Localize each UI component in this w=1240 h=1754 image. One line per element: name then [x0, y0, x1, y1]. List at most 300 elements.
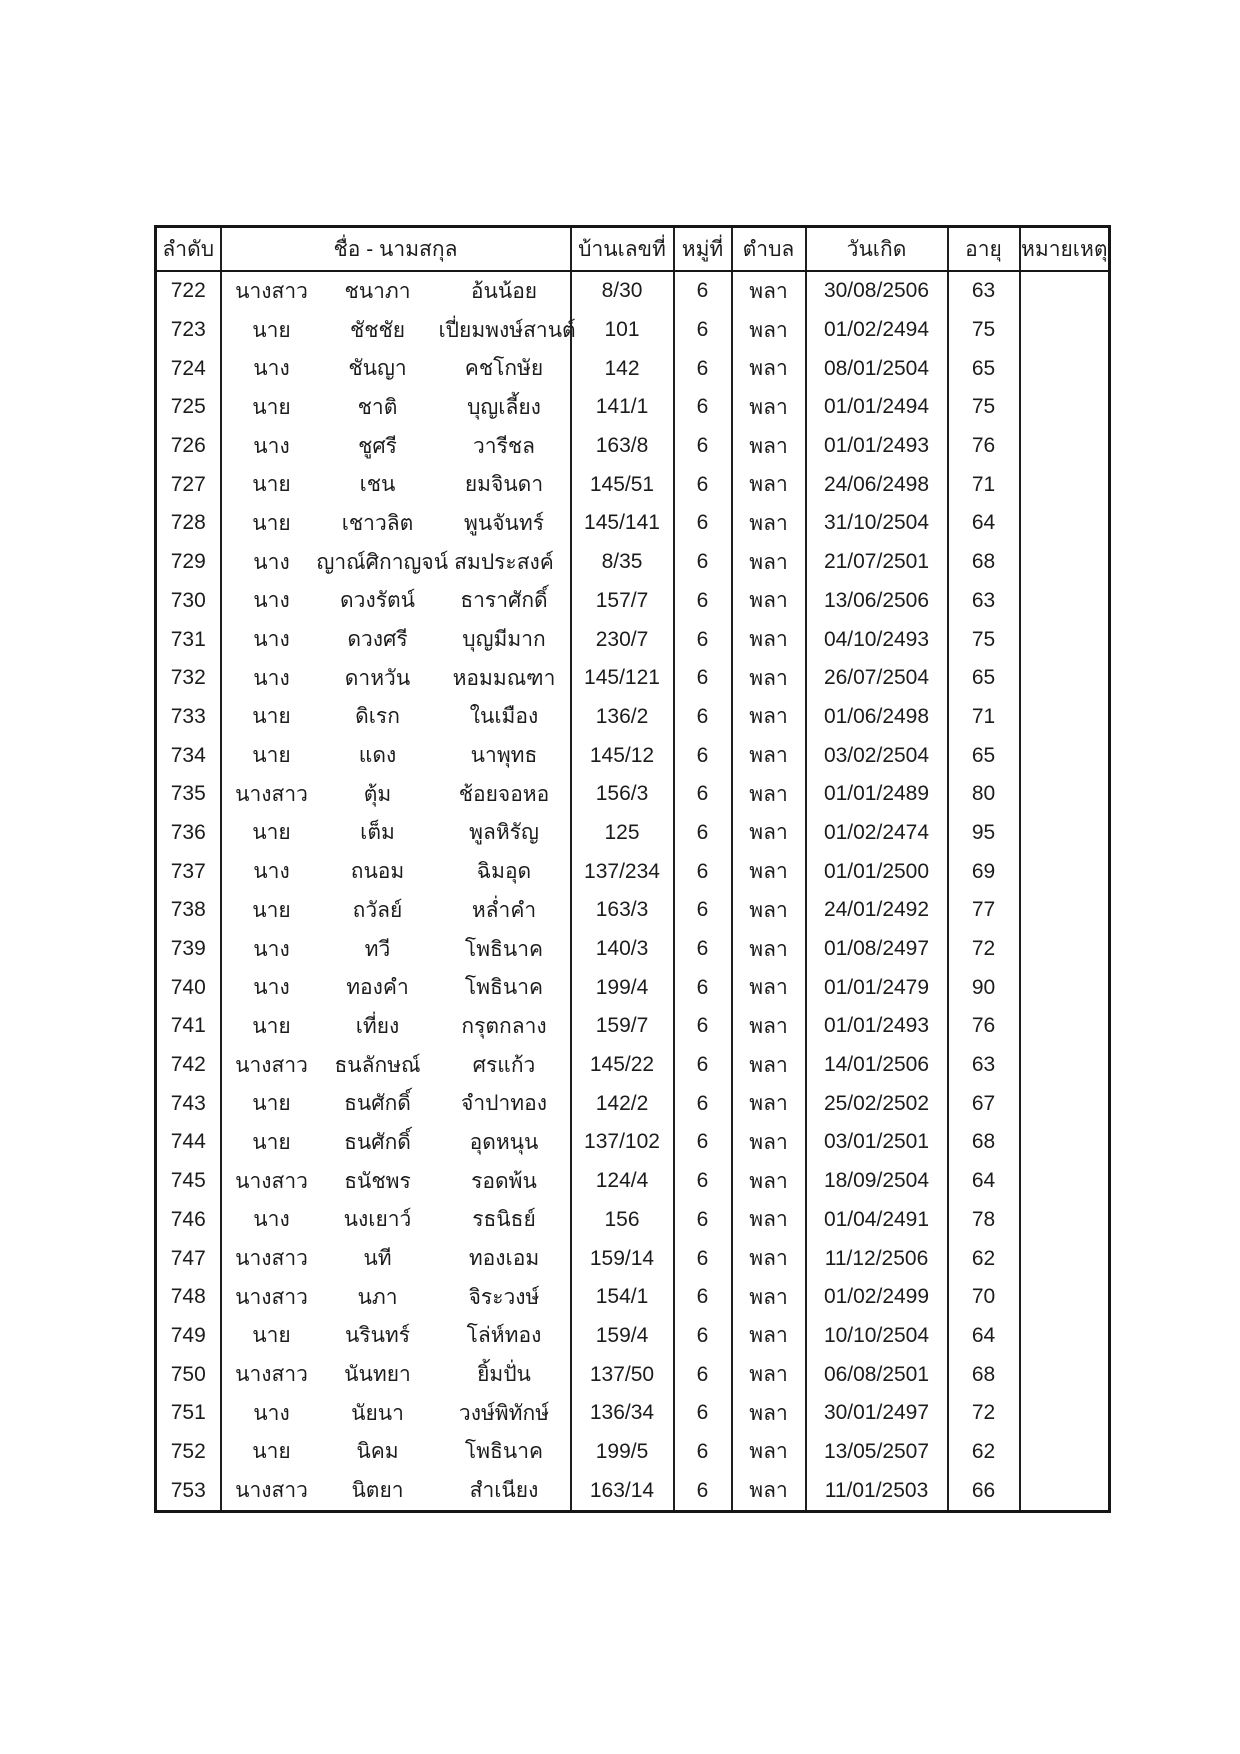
birthdate-cell: 03/02/2504	[806, 736, 948, 775]
name-cell	[221, 852, 571, 891]
moo-cell: 6	[674, 1394, 732, 1433]
table-row	[156, 1317, 1110, 1356]
moo-cell: 6	[674, 427, 732, 466]
note-cell	[1020, 968, 1110, 1007]
person-title: นาง	[253, 976, 290, 1000]
person-last-name: กรุตกลาง	[461, 1014, 547, 1038]
birthdate-cell: 01/01/2489	[806, 775, 948, 814]
person-first-name: นงเยาว์	[343, 1208, 412, 1232]
age-cell: 68	[948, 1355, 1020, 1394]
name-cell	[221, 1201, 571, 1240]
person-title: นางสาว	[235, 1247, 308, 1271]
tambon-cell: พลา	[732, 1394, 806, 1433]
name-cell	[221, 814, 571, 853]
name-cell	[221, 504, 571, 543]
person-last-name: ฉิมอุด	[476, 860, 532, 884]
age-cell: 72	[948, 1394, 1020, 1433]
table-row	[156, 1433, 1110, 1472]
moo-cell: 6	[674, 1007, 732, 1046]
house-number-cell: 199/5	[571, 1433, 674, 1472]
tambon-cell: พลา	[732, 582, 806, 621]
tambon-cell: พลา	[732, 1471, 806, 1511]
house-number-cell: 159/14	[571, 1239, 674, 1278]
person-title: นางสาว	[235, 782, 308, 806]
birthdate-cell: 01/01/2494	[806, 388, 948, 427]
moo-cell: 6	[674, 1162, 732, 1201]
person-title: นางสาว	[235, 1053, 308, 1077]
house-number-cell: 156	[571, 1201, 674, 1240]
note-cell	[1020, 891, 1110, 930]
age-cell: 90	[948, 968, 1020, 1007]
birthdate-cell: 24/01/2492	[806, 891, 948, 930]
tambon-cell: พลา	[732, 736, 806, 775]
row-number-cell: 743	[156, 1084, 221, 1123]
age-cell: 63	[948, 271, 1020, 311]
row-number-cell: 734	[156, 736, 221, 775]
row-number-cell: 749	[156, 1317, 221, 1356]
name-cell	[221, 1123, 571, 1162]
person-first-name: ธนศักดิ์	[344, 1092, 411, 1116]
person-last-name: จำปาทอง	[461, 1092, 547, 1116]
table-row	[156, 698, 1110, 737]
person-title: นาง	[253, 589, 290, 613]
person-last-name: พูนจันทร์	[464, 511, 544, 535]
note-cell	[1020, 775, 1110, 814]
person-first-name: ทองคำ	[346, 976, 409, 1000]
row-number-cell: 731	[156, 620, 221, 659]
person-first-name: เชน	[359, 473, 396, 497]
age-cell: 78	[948, 1201, 1020, 1240]
tambon-cell: พลา	[732, 1084, 806, 1123]
note-cell	[1020, 465, 1110, 504]
name-cell	[221, 930, 571, 969]
house-number-cell: 159/4	[571, 1317, 674, 1356]
row-number-cell: 727	[156, 465, 221, 504]
person-title: นาย	[252, 1130, 291, 1154]
note-cell	[1020, 427, 1110, 466]
note-cell	[1020, 504, 1110, 543]
row-number-cell: 744	[156, 1123, 221, 1162]
person-last-name: พูลหิรัญ	[469, 821, 539, 845]
tambon-cell: พลา	[732, 1007, 806, 1046]
person-title: นาย	[252, 744, 291, 768]
table-row	[156, 968, 1110, 1007]
house-number-cell: 145/22	[571, 1046, 674, 1085]
note-cell	[1020, 736, 1110, 775]
row-number-cell: 747	[156, 1239, 221, 1278]
name-cell	[221, 891, 571, 930]
person-first-name: ญาณ์ศิกาญจน์	[316, 550, 449, 574]
note-cell	[1020, 311, 1110, 350]
person-last-name: อุดหนุน	[469, 1130, 539, 1154]
name-cell	[221, 582, 571, 621]
person-first-name: แดง	[358, 744, 397, 768]
person-last-name: คชโกษัย	[464, 357, 544, 381]
person-title: นาย	[252, 898, 291, 922]
birthdate-cell: 01/02/2474	[806, 814, 948, 853]
age-cell: 63	[948, 1046, 1020, 1085]
tambon-cell: พลา	[732, 1046, 806, 1085]
tambon-cell: พลา	[732, 1317, 806, 1356]
person-title: นาย	[252, 318, 291, 342]
name-cell	[221, 1394, 571, 1433]
table-row	[156, 1201, 1110, 1240]
tambon-cell: พลา	[732, 1433, 806, 1472]
tambon-cell: พลา	[732, 465, 806, 504]
birthdate-cell: 25/02/2502	[806, 1084, 948, 1123]
person-title: นาง	[253, 1401, 290, 1425]
age-cell: 65	[948, 349, 1020, 388]
person-last-name: รธนิธย์	[472, 1208, 536, 1232]
person-first-name: ถนอม	[350, 860, 405, 884]
tambon-cell: พลา	[732, 1201, 806, 1240]
house-number-cell: 163/14	[571, 1471, 674, 1511]
birthdate-cell: 14/01/2506	[806, 1046, 948, 1085]
house-number-cell: 136/2	[571, 698, 674, 737]
tambon-cell: พลา	[732, 852, 806, 891]
birthdate-cell: 08/01/2504	[806, 349, 948, 388]
tambon-cell: พลา	[732, 1278, 806, 1317]
person-first-name: ดาหวัน	[344, 666, 411, 690]
moo-cell: 6	[674, 1046, 732, 1085]
note-cell	[1020, 349, 1110, 388]
tambon-cell: พลา	[732, 311, 806, 350]
house-number-cell: 140/3	[571, 930, 674, 969]
header-moo: หมู่ที่	[674, 227, 732, 272]
table-row	[156, 465, 1110, 504]
tambon-cell: พลา	[732, 388, 806, 427]
age-cell: 71	[948, 465, 1020, 504]
person-title: นาย	[252, 1014, 291, 1038]
table-row	[156, 1394, 1110, 1433]
table-row	[156, 504, 1110, 543]
row-number-cell: 751	[156, 1394, 221, 1433]
note-cell	[1020, 1433, 1110, 1472]
age-cell: 64	[948, 1317, 1020, 1356]
table-body	[156, 271, 1110, 1512]
person-first-name: นภา	[357, 1285, 398, 1309]
tambon-cell: พลา	[732, 349, 806, 388]
birthdate-cell: 01/01/2493	[806, 427, 948, 466]
tambon-cell: พลา	[732, 271, 806, 311]
note-cell	[1020, 1355, 1110, 1394]
name-cell	[221, 1239, 571, 1278]
person-last-name: นาพุทธ	[470, 744, 538, 768]
note-cell	[1020, 1239, 1110, 1278]
person-first-name: ถวัลย์	[352, 898, 403, 922]
tambon-cell: พลา	[732, 620, 806, 659]
age-cell: 76	[948, 427, 1020, 466]
person-title: นางสาว	[235, 1363, 308, 1387]
house-number-cell: 199/4	[571, 968, 674, 1007]
house-number-cell: 163/3	[571, 891, 674, 930]
person-first-name: ชาติ	[357, 395, 398, 419]
house-number-cell: 145/121	[571, 659, 674, 698]
person-title: นาง	[253, 628, 290, 652]
age-cell: 71	[948, 698, 1020, 737]
person-last-name: โล่ห์ทอง	[466, 1324, 542, 1348]
person-last-name: หล่ำคำ	[471, 898, 537, 922]
birthdate-cell: 01/08/2497	[806, 930, 948, 969]
note-cell	[1020, 1201, 1110, 1240]
name-cell	[221, 1046, 571, 1085]
age-cell: 63	[948, 582, 1020, 621]
house-number-cell: 163/8	[571, 427, 674, 466]
table-row	[156, 775, 1110, 814]
row-number-cell: 746	[156, 1201, 221, 1240]
person-first-name: เที่ยง	[355, 1014, 400, 1038]
name-cell	[221, 659, 571, 698]
note-cell	[1020, 1084, 1110, 1123]
age-cell: 65	[948, 736, 1020, 775]
person-title: นาย	[252, 1440, 291, 1464]
person-last-name: โพธินาค	[464, 976, 544, 1000]
tambon-cell: พลา	[732, 427, 806, 466]
tambon-cell: พลา	[732, 698, 806, 737]
name-cell	[221, 698, 571, 737]
age-cell: 69	[948, 852, 1020, 891]
age-cell: 64	[948, 504, 1020, 543]
moo-cell: 6	[674, 620, 732, 659]
person-last-name: ยมจินดา	[464, 473, 544, 497]
person-last-name: รอดพ้น	[471, 1169, 537, 1193]
birthdate-cell: 01/01/2500	[806, 852, 948, 891]
person-first-name: ธนัชพร	[344, 1169, 411, 1193]
table-row	[156, 271, 1110, 311]
name-cell	[221, 388, 571, 427]
row-number-cell: 733	[156, 698, 221, 737]
age-cell: 62	[948, 1433, 1020, 1472]
person-title: นางสาว	[235, 279, 308, 303]
header-house-no: บ้านเลขที่	[571, 227, 674, 272]
person-first-name: ทวี	[364, 937, 391, 961]
house-number-cell: 8/35	[571, 543, 674, 582]
person-last-name: โพธินาค	[464, 937, 544, 961]
person-title: นาย	[252, 473, 291, 497]
name-cell	[221, 1471, 571, 1511]
moo-cell: 6	[674, 698, 732, 737]
birthdate-cell: 30/01/2497	[806, 1394, 948, 1433]
table-row	[156, 349, 1110, 388]
row-number-cell: 753	[156, 1471, 221, 1511]
row-number-cell: 726	[156, 427, 221, 466]
person-first-name: นิคม	[356, 1440, 399, 1464]
note-cell	[1020, 814, 1110, 853]
person-last-name: เปี่ยมพงษ์สานต์	[438, 318, 576, 342]
table-row	[156, 1471, 1110, 1511]
table-row	[156, 736, 1110, 775]
name-cell	[221, 465, 571, 504]
name-cell	[221, 1084, 571, 1123]
moo-cell: 6	[674, 736, 732, 775]
moo-cell: 6	[674, 1355, 732, 1394]
table-row	[156, 1278, 1110, 1317]
header-tambon: ตำบล	[732, 227, 806, 272]
moo-cell: 6	[674, 388, 732, 427]
moo-cell: 6	[674, 1317, 732, 1356]
row-number-cell: 740	[156, 968, 221, 1007]
person-last-name: สำเนียง	[469, 1479, 539, 1503]
person-title: นาย	[252, 821, 291, 845]
moo-cell: 6	[674, 775, 732, 814]
moo-cell: 6	[674, 271, 732, 311]
person-title: นาง	[253, 860, 290, 884]
table-row	[156, 620, 1110, 659]
birthdate-cell: 21/07/2501	[806, 543, 948, 582]
row-number-cell: 728	[156, 504, 221, 543]
row-number-cell: 738	[156, 891, 221, 930]
moo-cell: 6	[674, 465, 732, 504]
name-cell	[221, 620, 571, 659]
table-row	[156, 891, 1110, 930]
birthdate-cell: 01/02/2499	[806, 1278, 948, 1317]
person-title: นาย	[252, 511, 291, 535]
person-first-name: ชนาภา	[344, 279, 411, 303]
person-first-name: ดวงศรี	[347, 628, 408, 652]
house-number-cell: 156/3	[571, 775, 674, 814]
house-number-cell: 136/34	[571, 1394, 674, 1433]
person-first-name: ธนลักษณ์	[334, 1053, 421, 1077]
person-first-name: ชูศรี	[358, 434, 397, 458]
tambon-cell: พลา	[732, 1162, 806, 1201]
note-cell	[1020, 620, 1110, 659]
birthdate-cell: 01/01/2493	[806, 1007, 948, 1046]
house-number-cell: 154/1	[571, 1278, 674, 1317]
table-row	[156, 1084, 1110, 1123]
moo-cell: 6	[674, 1471, 732, 1511]
person-first-name: เต็ม	[360, 821, 395, 845]
person-last-name: โพธินาค	[464, 1440, 544, 1464]
person-first-name: ธนศักดิ์	[344, 1130, 411, 1154]
moo-cell: 6	[674, 311, 732, 350]
header-note: หมายเหตุ	[1020, 227, 1110, 272]
header-name: ชื่อ - นามสกุล	[221, 227, 571, 272]
note-cell	[1020, 271, 1110, 311]
table-row	[156, 1123, 1110, 1162]
moo-cell: 6	[674, 891, 732, 930]
moo-cell: 6	[674, 659, 732, 698]
table-row	[156, 852, 1110, 891]
row-number-cell: 732	[156, 659, 221, 698]
row-number-cell: 724	[156, 349, 221, 388]
person-last-name: วงษ์พิทักษ์	[458, 1401, 550, 1425]
name-cell	[221, 736, 571, 775]
house-number-cell: 137/50	[571, 1355, 674, 1394]
person-title: นาง	[253, 1208, 290, 1232]
person-title: นางสาว	[235, 1169, 308, 1193]
row-number-cell: 735	[156, 775, 221, 814]
birthdate-cell: 06/08/2501	[806, 1355, 948, 1394]
tambon-cell: พลา	[732, 891, 806, 930]
table-row	[156, 1355, 1110, 1394]
note-cell	[1020, 852, 1110, 891]
note-cell	[1020, 1007, 1110, 1046]
house-number-cell: 145/141	[571, 504, 674, 543]
note-cell	[1020, 1317, 1110, 1356]
header-no: ลำดับ	[156, 227, 221, 272]
age-cell: 68	[948, 1123, 1020, 1162]
name-cell	[221, 543, 571, 582]
table-row	[156, 1162, 1110, 1201]
house-number-cell: 145/51	[571, 465, 674, 504]
row-number-cell: 741	[156, 1007, 221, 1046]
house-number-cell: 137/234	[571, 852, 674, 891]
birthdate-cell: 01/01/2479	[806, 968, 948, 1007]
age-cell: 62	[948, 1239, 1020, 1278]
row-number-cell: 739	[156, 930, 221, 969]
table-row	[156, 427, 1110, 466]
person-title: นาง	[253, 434, 290, 458]
table-row	[156, 814, 1110, 853]
note-cell	[1020, 698, 1110, 737]
name-cell	[221, 427, 571, 466]
moo-cell: 6	[674, 814, 732, 853]
birthdate-cell: 26/07/2504	[806, 659, 948, 698]
note-cell	[1020, 388, 1110, 427]
age-cell: 64	[948, 1162, 1020, 1201]
person-title: นางสาว	[235, 1479, 308, 1503]
residents-table	[154, 225, 1111, 1513]
note-cell	[1020, 1162, 1110, 1201]
moo-cell: 6	[674, 349, 732, 388]
table-row	[156, 1239, 1110, 1278]
person-title: นาง	[253, 550, 290, 574]
person-last-name: ยิ้มปั่น	[477, 1363, 531, 1387]
name-cell	[221, 1317, 571, 1356]
person-first-name: เชาวลิต	[341, 511, 414, 535]
row-number-cell: 730	[156, 582, 221, 621]
note-cell	[1020, 1123, 1110, 1162]
note-cell	[1020, 1046, 1110, 1085]
age-cell: 68	[948, 543, 1020, 582]
age-cell: 76	[948, 1007, 1020, 1046]
house-number-cell: 8/30	[571, 271, 674, 311]
age-cell: 77	[948, 891, 1020, 930]
birthdate-cell: 01/04/2491	[806, 1201, 948, 1240]
person-first-name: นันทยา	[344, 1363, 411, 1387]
house-number-cell: 124/4	[571, 1162, 674, 1201]
tambon-cell: พลา	[732, 1239, 806, 1278]
row-number-cell: 752	[156, 1433, 221, 1472]
row-number-cell: 722	[156, 271, 221, 311]
table-row	[156, 1046, 1110, 1085]
person-first-name: ดวงรัตน์	[340, 589, 415, 613]
tambon-cell: พลา	[732, 504, 806, 543]
table-row	[156, 930, 1110, 969]
moo-cell: 6	[674, 968, 732, 1007]
tambon-cell: พลา	[732, 659, 806, 698]
house-number-cell: 157/7	[571, 582, 674, 621]
person-title: นาย	[252, 395, 291, 419]
row-number-cell: 750	[156, 1355, 221, 1394]
moo-cell: 6	[674, 1239, 732, 1278]
note-cell	[1020, 1471, 1110, 1511]
person-first-name: ชันญา	[348, 357, 407, 381]
name-cell	[221, 1355, 571, 1394]
birthdate-cell: 30/08/2506	[806, 271, 948, 311]
tambon-cell: พลา	[732, 543, 806, 582]
age-cell: 72	[948, 930, 1020, 969]
person-last-name: ศรแก้ว	[472, 1053, 536, 1077]
person-last-name: ธาราศักดิ์	[460, 589, 548, 613]
note-cell	[1020, 1278, 1110, 1317]
row-number-cell: 742	[156, 1046, 221, 1085]
person-title: นาย	[252, 1324, 291, 1348]
age-cell: 75	[948, 388, 1020, 427]
row-number-cell: 737	[156, 852, 221, 891]
house-number-cell: 230/7	[571, 620, 674, 659]
person-last-name: บุญมีมาก	[462, 628, 546, 652]
